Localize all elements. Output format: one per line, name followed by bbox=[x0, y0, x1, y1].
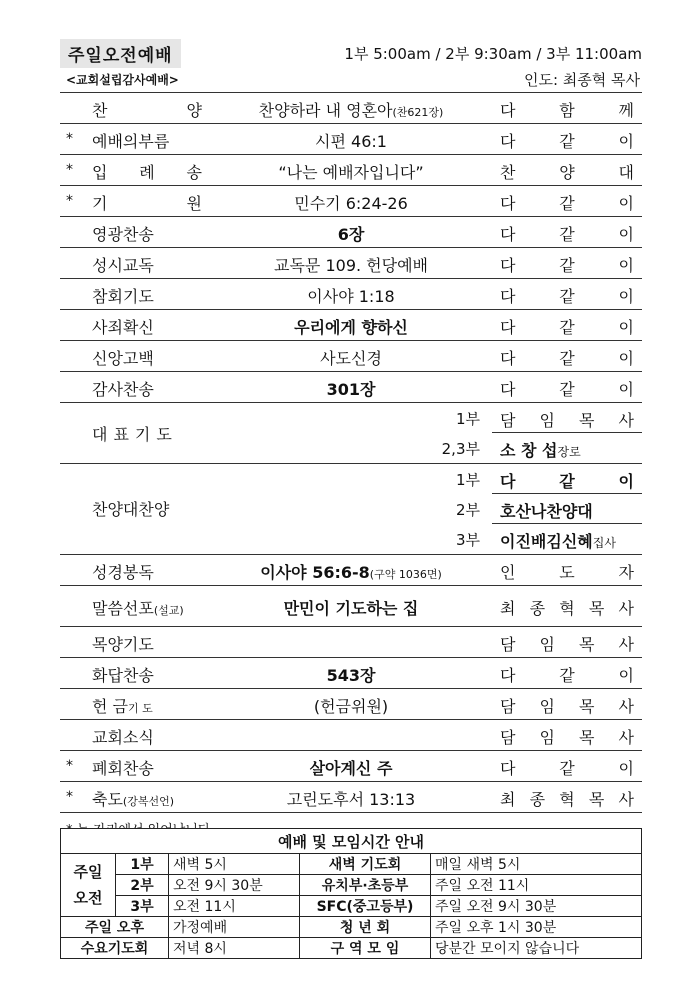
content-bold: 이사야 56:6-8 bbox=[260, 563, 370, 582]
element-leader: 다 같 이 bbox=[500, 349, 634, 368]
part-1-time: 새벽 5시 bbox=[169, 854, 300, 875]
dawn-prayer-label: 새벽 기도회 bbox=[300, 854, 431, 875]
group-row bbox=[60, 464, 642, 494]
group-row bbox=[60, 524, 642, 554]
header bbox=[60, 38, 642, 68]
content-text: (헌금위원) bbox=[313, 697, 389, 716]
service-subtitle: <교회설립감사예배> bbox=[66, 73, 179, 87]
element-name-note: 기 도 bbox=[128, 702, 153, 715]
sunday-pm-time: 가정예배 bbox=[169, 917, 300, 938]
element-leader: 최 종 혁 목 사 bbox=[500, 790, 634, 809]
content-note: (찬621장) bbox=[392, 106, 444, 119]
element-leader: 다 같 이 bbox=[500, 194, 634, 213]
element-leader: 다 같 이 bbox=[500, 287, 634, 306]
element-name-text: 영광찬송 bbox=[92, 225, 154, 244]
youth-label: 청 년 회 bbox=[300, 917, 431, 938]
element-name bbox=[92, 632, 202, 655]
order-of-worship-2 bbox=[60, 555, 642, 813]
element-content bbox=[210, 98, 492, 121]
element-content bbox=[210, 284, 492, 307]
content-text: 민수기 6:24-26 bbox=[294, 194, 408, 213]
element-content bbox=[210, 694, 492, 717]
cell-group-label: 구 역 모 임 bbox=[300, 938, 431, 959]
order-row bbox=[60, 217, 642, 248]
group-leader bbox=[500, 408, 634, 431]
standing-marker: * bbox=[66, 758, 73, 774]
element-name-text: 축도 bbox=[92, 790, 123, 809]
element-leader: 다 같 이 bbox=[500, 759, 634, 778]
content-text: 시편 46:1 bbox=[315, 132, 387, 151]
schedule-table bbox=[60, 828, 642, 959]
element-name bbox=[92, 129, 202, 152]
element-leader: 다 같 이 bbox=[500, 380, 634, 399]
content-note: (구약 1036면) bbox=[369, 568, 442, 581]
order-row bbox=[60, 186, 642, 217]
element-leader: 다 함 께 bbox=[500, 101, 634, 120]
element-name-text: 입 례 송 bbox=[92, 163, 202, 182]
part-2-time: 오전 9시 30분 bbox=[169, 875, 300, 896]
sunday-pm-label: 주일 오후 bbox=[61, 917, 169, 938]
element-name bbox=[92, 160, 202, 183]
element-name bbox=[92, 756, 202, 779]
order-row bbox=[60, 248, 642, 279]
sfc-label: SFC(중고등부) bbox=[300, 896, 431, 917]
order-of-worship bbox=[60, 93, 642, 403]
group-leader-title: 집사 bbox=[592, 536, 616, 550]
group-part: 1부 bbox=[455, 410, 480, 428]
group-part: 2,3부 bbox=[441, 440, 480, 458]
element-content bbox=[210, 346, 492, 369]
order-row bbox=[60, 689, 642, 720]
order-row bbox=[60, 586, 642, 627]
part-1: 1부 bbox=[116, 854, 169, 875]
element-name bbox=[92, 253, 202, 276]
content-bold: 6장 bbox=[337, 225, 365, 244]
element-content bbox=[210, 315, 492, 338]
element-name bbox=[92, 98, 202, 121]
element-name bbox=[92, 560, 202, 583]
element-leader: 다 같 이 bbox=[500, 256, 634, 275]
element-name-text: 예배의부름 bbox=[92, 132, 170, 151]
element-name-text: 말씀선포 bbox=[92, 599, 154, 618]
element-content bbox=[210, 191, 492, 214]
element-name-text: 성경봉독 bbox=[92, 563, 154, 582]
representative-prayer bbox=[60, 403, 642, 464]
order-row bbox=[60, 155, 642, 186]
service-title: 주일오전예배 bbox=[60, 39, 181, 68]
element-name-text: 참회기도 bbox=[92, 287, 154, 306]
part-2: 2부 bbox=[116, 875, 169, 896]
element-name bbox=[92, 377, 202, 400]
part-3-time: 오전 11시 bbox=[169, 896, 300, 917]
content-bold: 우리에게 향하신 bbox=[294, 318, 408, 337]
element-leader: 다 같 이 bbox=[500, 666, 634, 685]
element-name-note: (강복선언) bbox=[122, 795, 175, 808]
order-row bbox=[60, 720, 642, 751]
group-row bbox=[60, 494, 642, 524]
element-name-text: 헌 금 bbox=[92, 697, 128, 716]
sunday-am-label: 주일 오전 bbox=[61, 854, 116, 917]
service-leader: 인도: 최종혁 목사 bbox=[523, 71, 640, 89]
element-name bbox=[92, 346, 202, 369]
group-leader-name: 이진배김신혜 bbox=[500, 532, 593, 551]
group-leader bbox=[500, 529, 634, 552]
content-bold: 만민이 기도하는 집 bbox=[283, 599, 419, 618]
element-leader: 찬 양 대 bbox=[500, 163, 634, 182]
element-name bbox=[92, 663, 202, 686]
element-name-text: 폐회찬송 bbox=[92, 759, 154, 778]
element-name bbox=[92, 315, 202, 338]
content-text: 고린도후서 13:13 bbox=[286, 790, 416, 809]
element-name-text: 목양기도 bbox=[92, 635, 154, 654]
wednesday-time: 저녁 8시 bbox=[169, 938, 300, 959]
element-name bbox=[92, 725, 202, 748]
content-bold: 살아계신 주 bbox=[309, 759, 393, 778]
order-row bbox=[60, 93, 642, 124]
element-leader: 다 같 이 bbox=[500, 318, 634, 337]
content-text: 이사야 1:18 bbox=[307, 287, 395, 306]
order-row bbox=[60, 372, 642, 403]
content-text: 찬양하라 내 영혼아 bbox=[258, 101, 393, 120]
element-name-text: 찬 양 bbox=[92, 101, 202, 120]
element-name-text: 기 원 bbox=[92, 194, 202, 213]
prayer-label: 대표기도 bbox=[92, 425, 178, 444]
element-leader: 인 도 자 bbox=[500, 563, 634, 582]
element-leader: 다 같 이 bbox=[500, 225, 634, 244]
element-name-note: (설교) bbox=[153, 604, 184, 617]
content-bold: 543장 bbox=[326, 666, 376, 685]
element-leader: 최 종 혁 목 사 bbox=[500, 599, 634, 618]
cell-group-time: 당분간 모이지 않습니다 bbox=[431, 938, 642, 959]
group-leader-name: 호산나찬양대 bbox=[500, 502, 593, 521]
element-content bbox=[210, 129, 492, 152]
dawn-prayer-time: 매일 새벽 5시 bbox=[431, 854, 642, 875]
content-text: 교독문 109. 헌당예배 bbox=[274, 256, 428, 275]
order-row bbox=[60, 124, 642, 155]
order-row bbox=[60, 751, 642, 782]
element-name bbox=[92, 787, 202, 810]
content-bold: 301장 bbox=[326, 380, 376, 399]
element-name-text: 성시교독 bbox=[92, 256, 154, 275]
group-row bbox=[60, 403, 642, 433]
group-part: 1부 bbox=[455, 471, 480, 489]
element-content bbox=[210, 377, 492, 400]
element-name-text: 신앙고백 bbox=[92, 349, 154, 368]
element-name-text: 교회소식 bbox=[92, 728, 154, 747]
group-leader-title: 장로 bbox=[557, 445, 581, 459]
group-leader bbox=[500, 469, 634, 492]
group-part: 3부 bbox=[455, 531, 480, 549]
element-name bbox=[92, 222, 202, 245]
group-part: 2부 bbox=[455, 501, 480, 519]
element-name-text: 감사찬송 bbox=[92, 380, 154, 399]
group-leader-name: 담 임 목 사 bbox=[500, 411, 634, 430]
standing-marker: * bbox=[66, 193, 73, 209]
group-row bbox=[60, 433, 642, 463]
order-row bbox=[60, 627, 642, 658]
standing-marker: * bbox=[66, 131, 73, 147]
order-row bbox=[60, 658, 642, 689]
group-leader-name: 소 창 섭 bbox=[500, 441, 558, 460]
service-times: 1부 5:00am / 2부 9:30am / 3부 11:00am bbox=[344, 45, 642, 63]
children-dept-label: 유치부·초등부 bbox=[300, 875, 431, 896]
group-leader-name: 다 같 이 bbox=[500, 472, 634, 491]
element-content bbox=[210, 222, 492, 245]
element-leader: 담 임 목 사 bbox=[500, 697, 634, 716]
content-text: 사도신경 bbox=[320, 349, 382, 368]
youth-time: 주일 오후 1시 30분 bbox=[431, 917, 642, 938]
element-name bbox=[92, 284, 202, 307]
element-content bbox=[210, 756, 492, 779]
order-row bbox=[60, 310, 642, 341]
standing-marker: * bbox=[66, 162, 73, 178]
children-dept-time: 주일 오전 11시 bbox=[431, 875, 642, 896]
standing-marker: * bbox=[66, 789, 73, 805]
content-text: “나는 예배자입니다” bbox=[278, 163, 424, 182]
part-3: 3부 bbox=[116, 896, 169, 917]
element-name bbox=[92, 694, 202, 717]
choir-label: 찬양대찬양 bbox=[92, 500, 170, 519]
element-name bbox=[92, 191, 202, 214]
element-name bbox=[92, 596, 202, 619]
element-content bbox=[210, 596, 492, 619]
group-leader bbox=[500, 499, 634, 522]
choir-anthem bbox=[60, 464, 642, 555]
sfc-time: 주일 오전 9시 30분 bbox=[431, 896, 642, 917]
order-row bbox=[60, 555, 642, 586]
element-content bbox=[210, 160, 492, 183]
order-row bbox=[60, 782, 642, 813]
bulletin bbox=[60, 38, 642, 845]
element-name-text: 화답찬송 bbox=[92, 666, 154, 685]
element-leader: 담 임 목 사 bbox=[500, 728, 634, 747]
element-name-text: 사죄확신 bbox=[92, 318, 154, 337]
element-leader: 담 임 목 사 bbox=[500, 635, 634, 654]
element-content bbox=[210, 663, 492, 686]
subheader bbox=[60, 68, 642, 93]
element-content bbox=[210, 253, 492, 276]
order-row bbox=[60, 341, 642, 372]
schedule-title: 예배 및 모임시간 안내 bbox=[61, 829, 642, 854]
element-content bbox=[210, 560, 492, 583]
order-row bbox=[60, 279, 642, 310]
group-leader bbox=[500, 438, 634, 461]
element-leader: 다 같 이 bbox=[500, 132, 634, 151]
element-content bbox=[210, 787, 492, 810]
wednesday-label: 수요기도회 bbox=[61, 938, 169, 959]
